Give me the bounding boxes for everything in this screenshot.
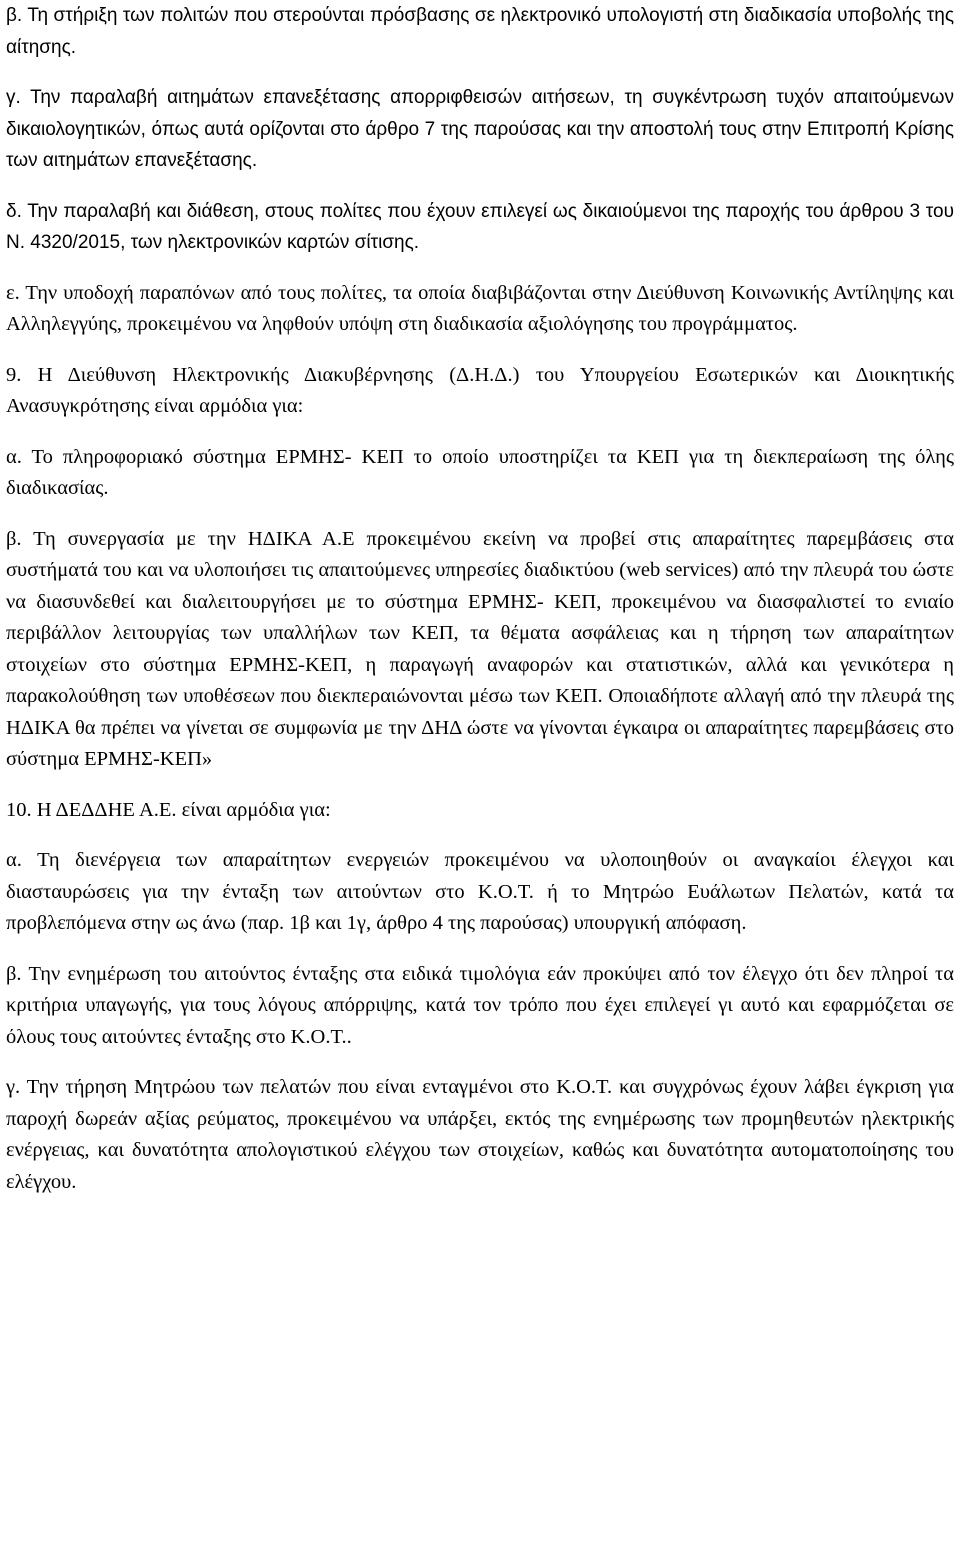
paragraph-gap xyxy=(6,940,954,959)
paragraph-gap xyxy=(6,505,954,524)
paragraph-gap xyxy=(6,826,954,845)
paragraph-ten-beta-notification: β. Την ενημέρωση του αιτούντος ένταξης στα ειδικά τιμολόγια εάν προκύψει από τον έλεγχο ότι δεν πληροί τα κριτήρια υπαγωγής, για τους λόγους απόρριψης, κατά τον τρόπο που έχει επιλεγεί γι αυτό και εφαρμόζεται σε όλους τους αιτούντες ένταξης στο Κ.Ο.Τ.. xyxy=(6,962,954,1048)
paragraph-gap xyxy=(6,259,954,278)
paragraph-epsilon-complaints: ε. Την υποδοχή παραπόνων από τους πολίτες, τα οποία διαβιβάζονται στην Διεύθυνση Κοινωνικής Αντίληψης και Αλληλεγγύης, προκειμένου να ληφθούν υπόψη στη διαδικασία αξιολόγησης του προγράμματος. xyxy=(6,281,954,335)
paragraph-nine-alpha-hermes: α. Το πληροφοριακό σύστημα ΕΡΜΗΣ- ΚΕΠ το οποίο υποστηρίζει τα ΚΕΠ για τη διεκπεραίωση της όλης διαδικασίας. xyxy=(6,445,954,499)
paragraph-ten-deddie: 10. Η ΔΕΔΔΗΕ Α.Ε. είναι αρμόδια για: xyxy=(6,798,331,821)
paragraph-nine-egovernance: 9. Η Διεύθυνση Ηλεκτρονικής Διακυβέρνησης (Δ.Η.Δ.) του Υπουργείου Εσωτερικών και Διοικητικής Ανασυγκρότησης είναι αρμόδια για: xyxy=(6,363,954,417)
paragraph-gap xyxy=(6,341,954,360)
paragraph-beta-citizen-support: β. Τη στήριξη των πολιτών που στερούνται πρόσβασης σε ηλεκτρονικό υπολογιστή στη διαδικασία υποβολής της αίτησης. xyxy=(6,5,954,58)
paragraph-gap xyxy=(6,63,954,82)
paragraph-nine-beta-hdika: β. Τη συνεργασία με την ΗΔΙΚΑ Α.Ε προκειμένου εκείνη να προβεί στις απαραίτητες παρεμβάσεις στα συστήματά του και να υλοποιήσει τις απαιτούμενες υπηρεσίες διαδικτύου (web services) από την πλευρά του ώστε να διασυνδεθεί και διαλειτουργήσει με το σύστημα ΕΡΜΗΣ- ΚΕΠ, προκειμένου να διασφαλιστεί το ενιαίο περιβάλλον λειτουργίας των υπαλλήλων των ΚΕΠ, τα θέματα ασφάλειας και η τήρηση των απαραίτητων στοιχείων στο σύστημα ΕΡΜΗΣ-ΚΕΠ, η παραγωγή αναφορών και στατιστικών, αλλά και γενικότερα η παρακολούθηση των υποθέσεων που διεκπεραιώνονται μέσω των ΚΕΠ. Οποιαδήποτε αλλαγή από την πλευρά της ΗΔΙΚΑ θα πρέπει να γίνεται σε συμφωνία με την ΔΗΔ ώστε να γίνονται έγκαιρα οι απαραίτητες παρεμβάσεις στο σύστημα ΕΡΜΗΣ-ΚΕΠ» xyxy=(6,527,954,770)
document-page xyxy=(6,0,954,1198)
paragraph-gap xyxy=(6,423,954,442)
paragraph-gap xyxy=(6,1053,954,1072)
paragraph-gap xyxy=(6,776,954,795)
paragraph-gap xyxy=(6,177,954,196)
paragraph-ten-alpha-checks: α. Τη διενέργεια των απαραίτητων ενεργειών προκειμένου να υλοποιηθούν οι αναγκαίοι έλεγχοι και διασταυρώσεις για την ένταξη των αιτούντων στο Κ.Ο.Τ. ή το Μητρώο Ευάλωτων Πελατών, κατά τα προβλεπόμενα στην ως άνω (παρ. 1β και 1γ, άρθρο 4 της παρούσας) υπουργική απόφαση. xyxy=(6,849,954,934)
paragraph-delta-food-cards: δ. Την παραλαβή και διάθεση, στους πολίτες που έχουν επιλεγεί ως δικαιούμενοι της παροχής του άρθρου 3 του Ν. 4320/2015, των ηλεκτρονικών καρτών σίτισης. xyxy=(6,200,954,253)
paragraph-ten-gamma-registry: γ. Την τήρηση Μητρώου των πελατών που είναι ενταγμένοι στο Κ.Ο.Τ. και συγχρόνως έχουν λάβει έγκριση για παροχή δωρεάν αξίας ρεύματος, προκειμένου να υπάρξει, εκτός της ενημέρωσης των προμηθευτών ηλεκτρικής ενέργειας, και δυνατότητα απολογιστικού ελέγχου των στοιχείων, καθώς και δυνατότητα αυτοματοποίησης του ελέγχου. xyxy=(6,1076,954,1193)
paragraph-gamma-reexamination: γ. Την παραλαβή αιτημάτων επανεξέτασης απορριφθεισών αιτήσεων, τη συγκέντρωση τυχόν απαιτούμενων δικαιολογητικών, όπως αυτά ορίζονται στο άρθρο 7 της παρούσας και την αποστολή τους στην Επιτροπή Κρίσης των αιτημάτων επανεξέτασης. xyxy=(6,87,954,171)
